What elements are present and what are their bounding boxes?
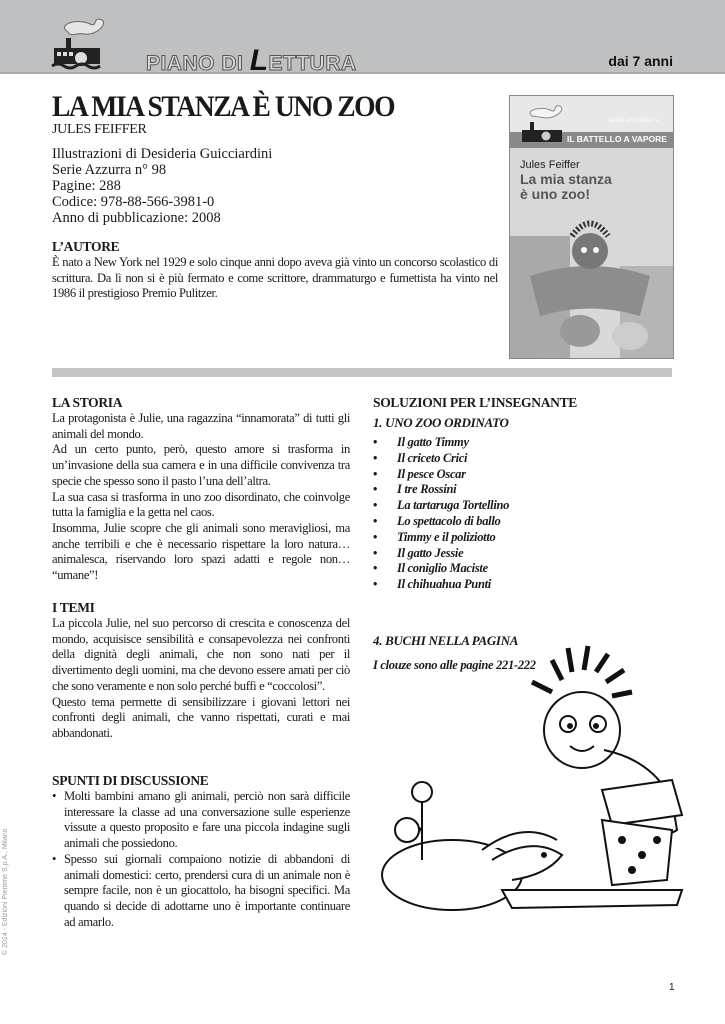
list-item: • Il gatto Jessie [373,545,464,560]
list-item: • La tartaruga Tortellino [373,498,510,513]
list-item: • Timmy e il poliziotto [373,529,496,544]
book-info [52,146,272,226]
themes-paragraph: La piccola Julie, nel suo percorso di crescita e conoscenza del mondo, acquisisce sensibilità e consapevolezza nei confronti della dignità degli animali, che non sono nati per il divertimento degli uomini, ma che devono essere amati per ciò che sono veramente e non solo perché buffi e “coccolosi”. [52,616,350,693]
discussion-item: • Spesso sui giornali compaiono notizie di abbandoni di animali domestici: certo, prendersi cura di un animale non è sempre facile, non è un giocattolo, ha bisogni specifici. Ma quando si decide di adottarne uno è importante continuare ad amarlo. [52,851,350,929]
cover-publisher: IL BATTELLO A VAPORE [567,134,667,144]
book-author: JULES FEIFFER [52,122,147,137]
list-item: • Il gatto Timmy [373,435,469,449]
section-divider [52,368,672,377]
cover-title: La mia stanza è uno zoo! [520,171,612,202]
year: Anno di pubblicazione: 2008 [52,210,221,226]
list-item: • I tre Rossini [373,482,457,497]
book-title: LA MIA STANZA È UNO ZOO [52,90,395,123]
age-label: dai 7 anni [608,53,673,69]
author-section [52,239,498,302]
list-item: • Il chihuahua Punti [373,577,491,592]
list-item: • Il pesce Oscar [373,466,466,481]
solutions-section-1: 1. UNO ZOO ORDINATO [373,415,509,430]
story-paragraph: La sua casa si trasforma in uno zoo disordinato, che coinvolge tutta la famiglia e la getta nel caos. [52,489,350,520]
series-brand: PIANO DI LETTURA [146,44,357,77]
discussion-heading: SPUNTI DI DISCUSSIONE [52,773,209,788]
cover-series: SERIE AZZURRA 7+ [608,118,660,124]
page-header [0,0,725,77]
cover-illustration [510,206,673,358]
girl-and-rabbit-illustration [372,640,692,935]
discussion-section [52,773,350,930]
list-item: • Il criceto Crici [373,450,468,465]
author-heading: L’AUTORE [52,239,120,254]
cover-author: Jules Feiffer [520,159,580,171]
solutions-list [373,435,593,593]
copyright-notice: © 2014 - Edizioni Piemme S.p.A., Milano [2,828,9,955]
solutions-section-4-text: I clouze sono alle pagine 221-222 [373,657,536,672]
story-paragraph: Ad un certo punto, però, questo amore si trasforma in un’invasione della sua camera e in una difficile convivenza tra specie che spesso sono il pasto l’una dell’altra. [52,442,350,488]
book-cover-image [509,95,674,359]
series: Serie Azzurra n° 98 [52,162,167,178]
list-item: • Il coniglio Maciste [373,561,488,576]
solutions-section-4: 4. BUCHI NELLA PAGINA [373,632,519,648]
discussion-item: • Molti bambini amano gli animali, perciò non sarà difficile interessare la classe ad una conversazione sulle esperienze vissute a questo proposito e fare una piccola indagine sugli animali che possiedono. [52,789,350,851]
isbn: Codice: 978-88-566-3981-0 [52,194,215,210]
solutions-heading: SOLUZIONI PER L’INSEGNANTE [373,395,578,410]
steamboat-logo-icon [48,14,108,72]
list-item: • Lo spettacolo di ballo [373,513,501,528]
illustrator: Illustrazioni di Desideria Guicciardini [52,146,273,162]
page-number: 1 [669,982,675,993]
solutions-section [373,395,593,673]
story-heading: LA STORIA [52,395,123,410]
themes-heading: I TEMI [52,600,95,615]
story-section [52,395,350,584]
story-paragraph: La protagonista è Julie, una ragazzina “innamorata” di tutti gli animali del mondo. [52,411,350,441]
cover-steamboat-icon [518,104,566,148]
author-text: È nato a New York nel 1929 e solo cinque anni dopo aveva già vinto un concorso scolastico di scrittura. Da lì non si è più fermato e come scrittore, drammaturgo e fumettista ha vinto nel 1986 il prestigioso Premio Pulitzer. [52,255,498,301]
themes-section [52,600,350,742]
pages: Pagine: 288 [52,178,121,194]
story-paragraph: Insomma, Julie scopre che gli animali sono meravigliosi, ma anche terribili e che è necessario rispettare la loro natura… animalesca, riservando loro spazi adatti e regole non… “umane”! [52,520,350,583]
themes-paragraph: Questo tema permette di sensibilizzare i giovani lettori nei confronti degli animali, che vanno rispettati, curati e mai abbandonati. [52,694,350,740]
